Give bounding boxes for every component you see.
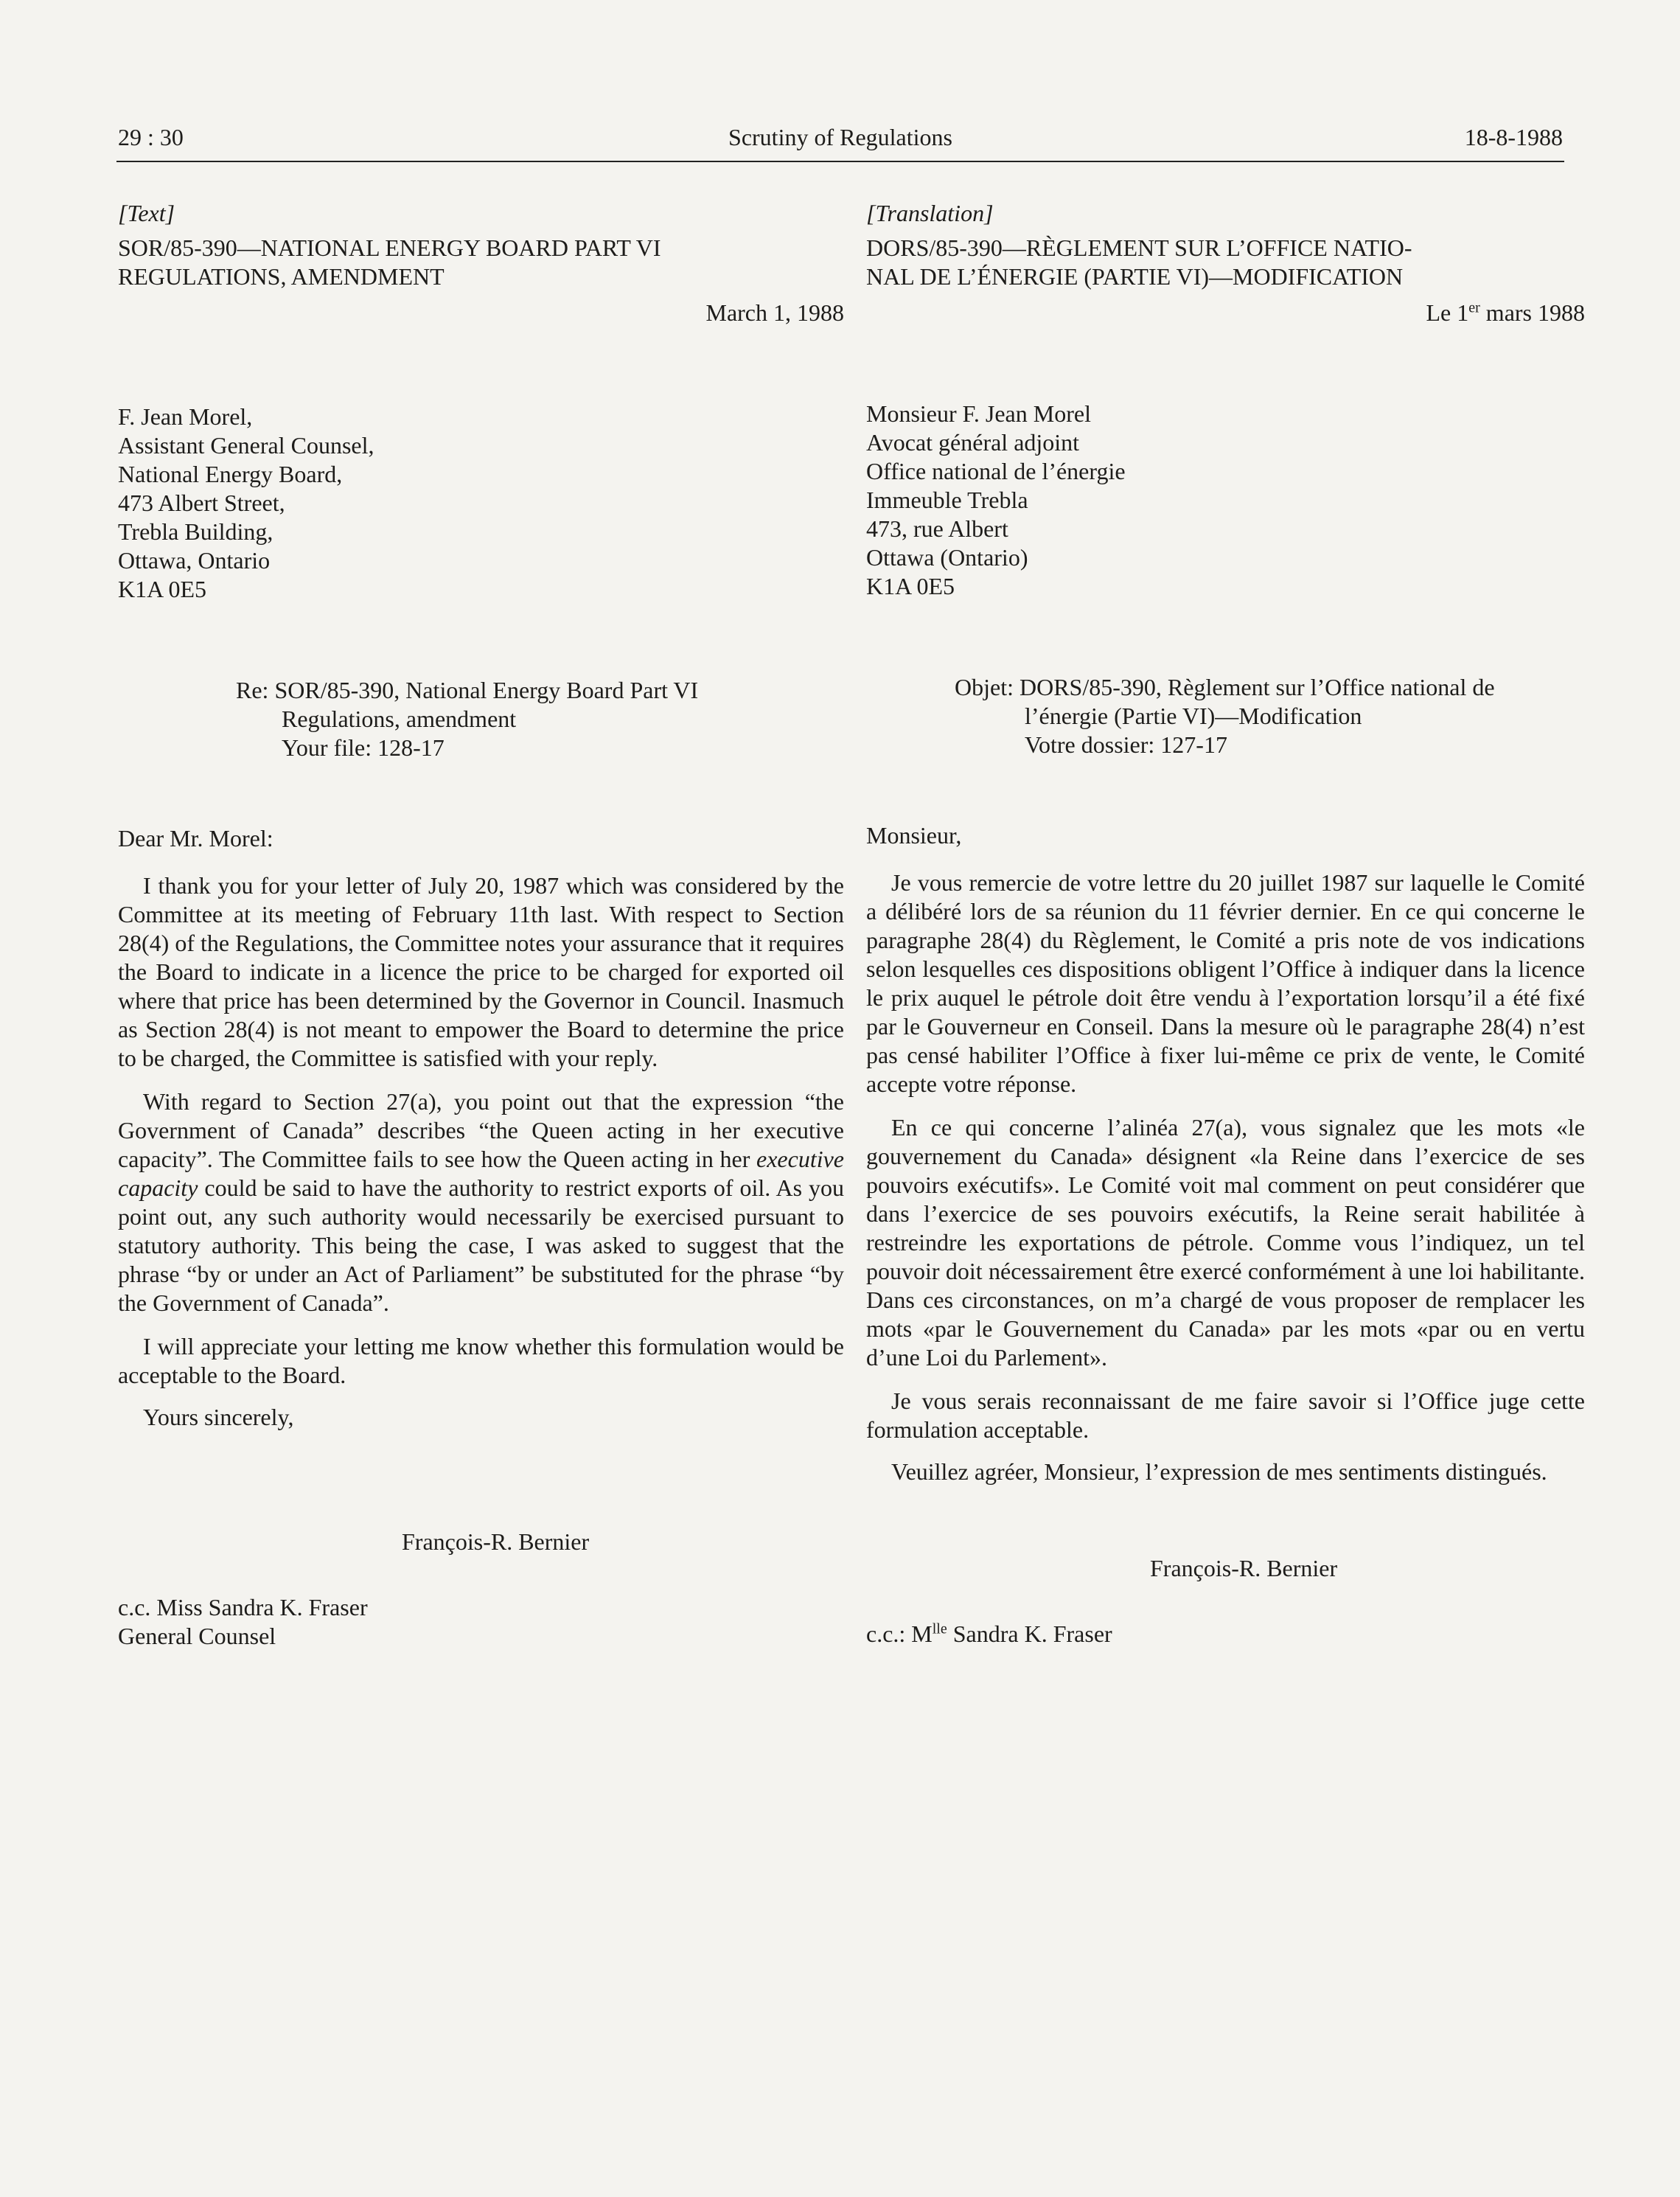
cc-line: c.c. Miss Sandra K. Fraser — [118, 1594, 368, 1620]
cc-text: c.c.: M — [866, 1620, 933, 1647]
reference-line — [118, 676, 844, 762]
salutation: Monsieur, — [866, 822, 962, 849]
recipient-address — [866, 400, 1585, 601]
page-number: 29 : 30 — [118, 124, 184, 150]
letter-title — [866, 234, 1585, 291]
address-line: Assistant General Counsel, — [118, 432, 374, 459]
letter-title — [118, 234, 844, 291]
closing: Yours sincerely, — [143, 1404, 294, 1430]
body-paragraph: I will appreciate your letting me know whether this formulation would be acceptable to the Board. — [118, 1333, 844, 1388]
cc-line — [866, 1620, 1585, 1648]
header-rule — [116, 161, 1564, 162]
title-line: NAL DE L’ÉNERGIE (PARTIE VI)—MODIFICATION — [866, 263, 1404, 290]
date-text: Le 1 — [1426, 299, 1469, 326]
cc-text: Sandra K. Fraser — [947, 1620, 1112, 1647]
body-paragraph: Je vous remercie de votre lettre du 20 juillet 1987 sur laquelle le Comité a délibéré lors de sa réunion du 11 février dernier. En ce qui concerne le paragraphe 28(4) du Règlement, le Comité a pris note de vos indications selon lesquelles ces dispositions obligent l’Office à indiquer dans la licence le prix auquel le pétrole doit être vendu à l’exportation lorsqu’il a été fixé par le Gouverneur en Conseil. Dans la mesure où le paragraphe 28(4) n’est pas censé habiliter l’Office à fixer lui-même ce prix de vente, le Comité accepte votre réponse. — [866, 869, 1585, 1097]
cc-superscript: lle — [932, 1620, 947, 1637]
letter-date: March 1, 1988 — [705, 299, 844, 326]
address-line: Immeuble Trebla — [866, 487, 1028, 513]
body-paragraph: I thank you for your letter of July 20, 1987 which was considered by the Committee at its meeting of February 11th last. With respect to Section 28(4) of the Regulations, the Committee notes your assurance that it requires the Board to indicate in a licence the price to be charged for exported oil where that price has been determined by the Governor in Council. Inasmuch as Section 28(4) is not meant to empower the Board to determine the price to be charged, the Committee is satisfied with your reply. — [118, 872, 844, 1071]
recipient-address — [118, 403, 844, 604]
signature: François-R. Bernier — [1150, 1555, 1338, 1581]
cc-line: General Counsel — [118, 1623, 276, 1649]
address-line: Avocat général adjoint — [866, 429, 1080, 456]
french-column — [866, 199, 1585, 1648]
re-line: Re: SOR/85-390, National Energy Board Part VI — [236, 677, 699, 703]
address-line: Office national de l’énergie — [866, 458, 1126, 484]
lang-tag: [Translation] — [866, 200, 994, 226]
re-line: Regulations, amendment — [282, 706, 517, 732]
english-column — [118, 199, 844, 1651]
body-paragraph: Je vous serais reconnaissant de me faire savoir si l’Office juge cette formulation acceptable. — [866, 1388, 1585, 1443]
title-line: SOR/85-390—NATIONAL ENERGY BOARD PART VI — [118, 234, 661, 261]
reference-line — [866, 673, 1585, 759]
address-line: 473 Albert Street, — [118, 490, 285, 516]
cc-block — [118, 1593, 844, 1651]
body-paragraph — [118, 1087, 844, 1317]
running-head — [118, 124, 1563, 156]
objet-line: l’énergie (Partie VI)—Modification — [1025, 703, 1362, 729]
address-line: K1A 0E5 — [866, 573, 955, 599]
letter-date — [866, 299, 1585, 327]
address-line: Ottawa, Ontario — [118, 547, 271, 574]
journal-title: Scrutiny of Regulations — [728, 124, 952, 150]
signature: François-R. Bernier — [402, 1528, 590, 1555]
address-line: F. Jean Morel, — [118, 403, 253, 430]
closing: Veuillez agréer, Monsieur, l’expression de mes sentiments distingués. — [891, 1458, 1547, 1485]
salutation: Dear Mr. Morel: — [118, 825, 273, 852]
objet-line: Objet: DORS/85-390, Règlement sur l’Office national de — [955, 674, 1495, 700]
paragraph-text: With regard to Section 27(a), you point out that the expression “the Government of Canada” describes “the Queen acting in her executive capacity”. The Committee fails to see how the Queen acting in her — [118, 1088, 844, 1172]
address-line: Ottawa (Ontario) — [866, 544, 1028, 571]
objet-line: Votre dossier: 127-17 — [1025, 731, 1227, 758]
paragraph-text: could be said to have the authority to restrict exports of oil. As you point out, any such authority would necessarily be exercised pursuant to statutory authority. This being the case, I was asked to suggest that the phrase “by or under an Act of Parliament” be substituted for the phrase “by the Government of Canada”. — [118, 1174, 844, 1316]
title-line: DORS/85-390—RÈGLEMENT SUR L’OFFICE NATIO- — [866, 234, 1412, 261]
title-line: REGULATIONS, AMENDMENT — [118, 263, 445, 290]
date-text: mars 1988 — [1479, 299, 1585, 326]
date-superscript: er — [1468, 299, 1480, 316]
re-line: Your file: 128-17 — [282, 734, 445, 761]
address-line: Trebla Building, — [118, 518, 273, 545]
address-line: Monsieur F. Jean Morel — [866, 400, 1091, 427]
address-line: 473, rue Albert — [866, 515, 1008, 542]
address-line: K1A 0E5 — [118, 576, 206, 602]
emphasis-text: executive capacity — [118, 1146, 844, 1201]
address-line: National Energy Board, — [118, 461, 343, 487]
issue-date: 18-8-1988 — [1464, 124, 1563, 150]
body-paragraph: En ce qui concerne l’alinéa 27(a), vous signalez que les mots «le gouvernement du Canada» désignent «la Reine dans l’exercice de ses pouvoirs exécutifs». Le Comité voit mal comment on peut considérer que dans l’exercice de ses pouvoirs exécutifs, la Reine serait habilitée à restreindre les exportations de pétrole. Comme vous l’indiquez, un tel pouvoir doit nécessairement être exercé conformément à une loi habilitante. Dans ces circonstances, on m’a chargé de vous proposer de remplacer les mots «par le Gouvernement du Canada» par les mots «par ou en vertu d’une Loi du Parlement». — [866, 1114, 1585, 1371]
lang-tag: [Text] — [118, 200, 175, 226]
